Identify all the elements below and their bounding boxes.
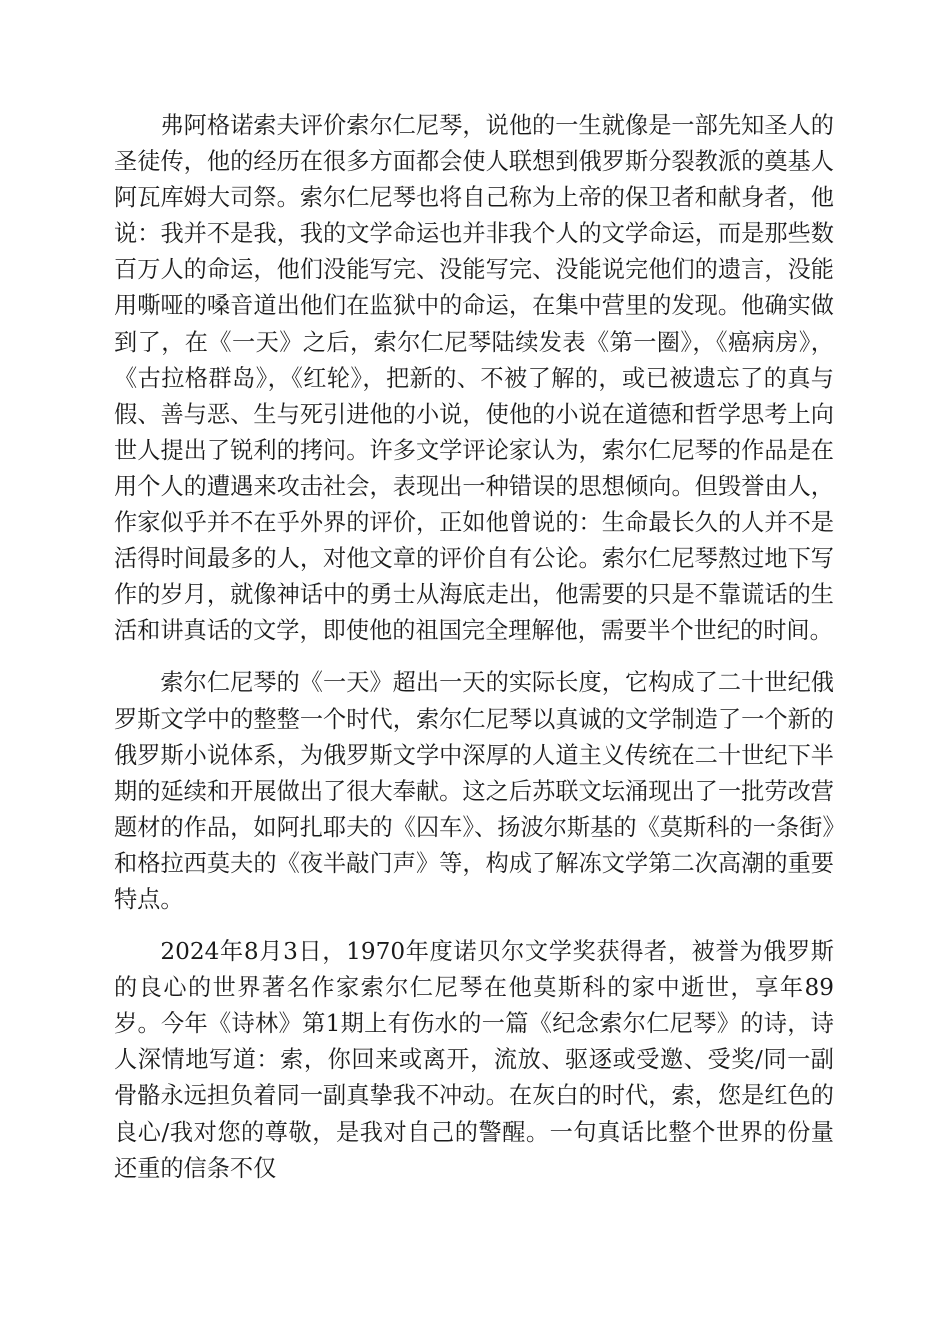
paragraph-2: 索尔仁尼琴的《一天》超出一天的实际长度，它构成了二十世纪俄罗斯文学中的整整一个时代，索尔仁尼琴以真诚的文学制造了一个新的俄罗斯小说体系，为俄罗斯文学中深厚的人道主义传统在二十世纪下半期的延续和开展做出了很大奉献。这之后苏联文坛涌现出了一批劳改营题材的作品，如阿扎耶夫的《囚车》、扬波尔斯基的《莫斯科的一条街》和格拉西莫夫的《夜半敲门声》等，构成了解冻文学第二次高潮的重要特点。 <box>114 669 834 913</box>
document-page <box>114 108 834 1187</box>
paragraph-3: 2024年8月3日，1970年度诺贝尔文学奖获得者，被誉为俄罗斯的良心的世界著名作家索尔仁尼琴在他莫斯科的家中逝世，享年89岁。今年《诗林》第1期上有伤水的一篇《纪念索尔仁尼琴》的诗，诗人深情地写道：索，你回来或离开，流放、驱逐或受邀、受奖/同一副骨骼永远担负着同一副真挚我不冲动。在灰白的时代，索，您是红色的良心/我对您的尊敬，是我对自己的警醒。一句真话比整个世界的份量还重的信条不仅 <box>114 938 834 1182</box>
paragraph-1: 弗阿格诺索夫评价索尔仁尼琴，说他的一生就像是一部先知圣人的圣徒传，他的经历在很多方面都会使人联想到俄罗斯分裂教派的奠基人阿瓦库姆大司祭。索尔仁尼琴也将自己称为上帝的保卫者和献身者，他说：我并不是我，我的文学命运也并非我个人的文学命运，而是那些数百万人的命运，他们没能写完、没能写完、没能说完他们的遗言，没能用嘶哑的嗓音道出他们在监狱中的命运，在集中营里的发现。他确实做到了，在《一天》之后，索尔仁尼琴陆续发表《第一圈》，《癌病房》，《古拉格群岛》，《红轮》，把新的、不被了解的，或已被遗忘了的真与假、善与恶、生与死引进他的小说，使他的小说在道德和哲学思考上向世人提出了锐利的拷问。许多文学评论家认为，索尔仁尼琴的作品是在用个人的遭遇来攻击社会，表现出一种错误的思想倾向。但毁誉由人，作家似乎并不在乎外界的评价，正如他曾说的：生命最长久的人并不是活得时间最多的人，对他文章的评价自有公论。索尔仁尼琴熬过地下写作的岁月，就像神话中的勇士从海底走出，他需要的只是不靠谎话的生活和讲真话的文学，即使他的祖国完全理解他，需要半个世纪的时间。 <box>114 112 834 645</box>
